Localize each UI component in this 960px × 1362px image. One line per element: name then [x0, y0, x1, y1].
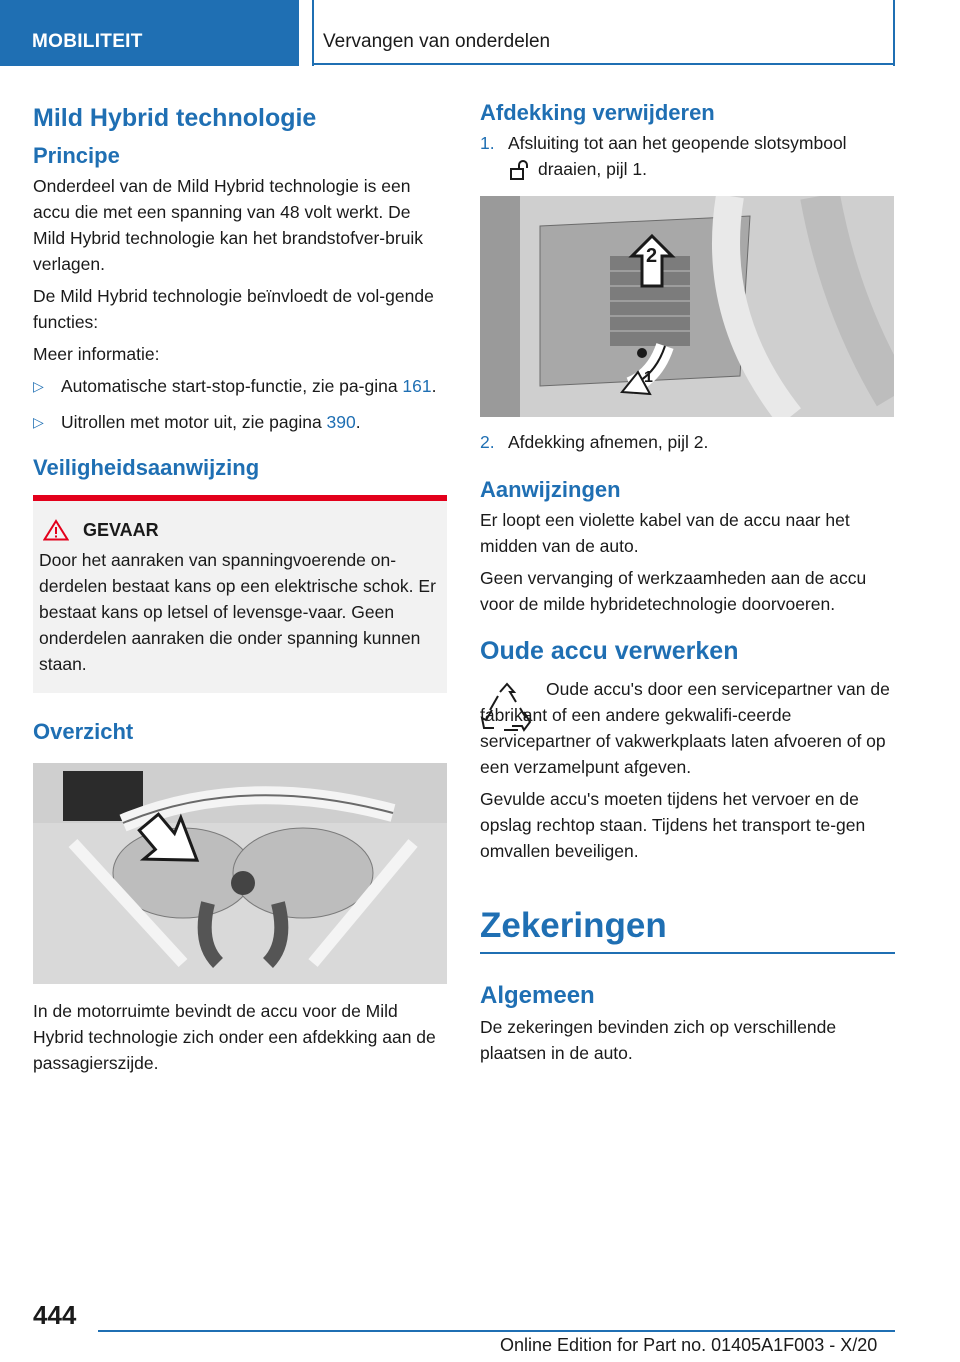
chapter-title: Vervangen van onderdelen: [323, 31, 551, 52]
paragraph: De Mild Hybrid technologie beïnvloedt de vol-gende functies:: [33, 286, 434, 332]
warning-triangle-icon: [43, 519, 69, 541]
unlocked-padlock-icon: [508, 158, 532, 182]
heading-principe: Principe: [33, 143, 120, 168]
page-link-390[interactable]: 390: [326, 412, 356, 432]
danger-title: GEVAAR: [83, 519, 159, 540]
footer-divider: [98, 1330, 895, 1332]
danger-box: [33, 495, 447, 693]
step-item: 1. Afsluiting tot aan het geopende slotsymbool draaien, pijl 1.: [480, 130, 895, 182]
engine-bay-photo: [33, 763, 447, 984]
heading-overview: Overzicht: [33, 719, 134, 744]
heading-mild-hybrid: Mild Hybrid technologie: [33, 104, 317, 132]
heading-general: Algemeen: [480, 982, 595, 1010]
section-tab: MOBILITEIT: [0, 0, 299, 66]
page-number: 444: [33, 1300, 77, 1330]
header-divider: [312, 0, 314, 66]
steps-list: [480, 429, 895, 455]
paragraph: Onderdeel van de Mild Hybrid technologie is een accu die met een spanning van 48 volt werkt. De Mild Hybrid technologie kan het brandstofver-bruik verlagen.: [33, 176, 424, 274]
header-underline: [312, 63, 895, 65]
photo-label-arrow-1: 1: [644, 369, 653, 387]
page-link-161[interactable]: 161: [402, 376, 432, 396]
recycle-block: [480, 676, 895, 780]
paragraph: In de motorruimte bevindt de accu voor de Mild Hybrid technologie zich onder een afdekking aan de passagierszijde.: [33, 1001, 436, 1073]
danger-text: Door het aanraken van spanningvoerende on-derdelen bestaat kans op een elektrische schok. Er bestaat kans op letsel of levensge-vaar. Geen onderdelen aanraken die onder spanning kunnen staan.: [39, 550, 436, 674]
footer-edition: Online Edition for Part no. 01405A1F003 - X/20: [500, 1335, 878, 1355]
engine-illustration: [33, 763, 447, 984]
header-divider-right: [893, 0, 895, 66]
triangle-bullet-icon: ▷: [33, 378, 44, 394]
heading-old-battery: Oude accu verwerken: [480, 637, 739, 666]
heading-fuses: Zekeringen: [480, 906, 895, 954]
left-column: [33, 100, 447, 1082]
heading-remove-cover: Afdekking verwijderen: [480, 100, 715, 125]
paragraph: Er loopt een violette kabel van de accu naar het midden van de auto.: [480, 510, 850, 557]
right-column: [480, 100, 895, 1072]
bullet-list: [33, 373, 447, 435]
paragraph: Gevulde accu's moeten tijdens het vervoer en de opslag rechtop staan. Tijdens het transport te-gen omvallen beveiligen.: [480, 789, 866, 862]
list-item: ▷ Automatische start-stop-functie, zie pa-gina 161.: [33, 373, 447, 399]
page-header: [0, 0, 960, 66]
danger-header: [39, 519, 439, 541]
steps-list: [480, 130, 895, 182]
battery-cover-illustration: [480, 196, 894, 417]
heading-safety: Veiligheidsaanwijzing: [33, 455, 260, 480]
battery-cover-photo: [480, 196, 894, 417]
paragraph: Meer informatie:: [33, 344, 160, 364]
list-item: ▷ Uitrollen met motor uit, zie pagina 390.: [33, 409, 447, 435]
photo-label-arrow-2: 2: [646, 245, 658, 268]
paragraph: De zekeringen bevinden zich op verschillende plaatsen in de auto.: [480, 1017, 837, 1064]
paragraph: Oude accu's door een servicepartner van de fabrikant of een andere gekwalifi-ceerde servicepartner of vakwerkplaats laten afvoeren of op een verzamelpunt afgeven.: [480, 679, 890, 778]
recycle-icon: [480, 682, 534, 736]
step-item: 2. Afdekking afnemen, pijl 2.: [480, 432, 709, 453]
heading-notes: Aanwijzingen: [480, 477, 621, 503]
triangle-bullet-icon: ▷: [33, 414, 44, 430]
paragraph: Geen vervanging of werkzaamheden aan de accu voor de milde hybridetechnologie doorvoeren.: [480, 568, 867, 615]
